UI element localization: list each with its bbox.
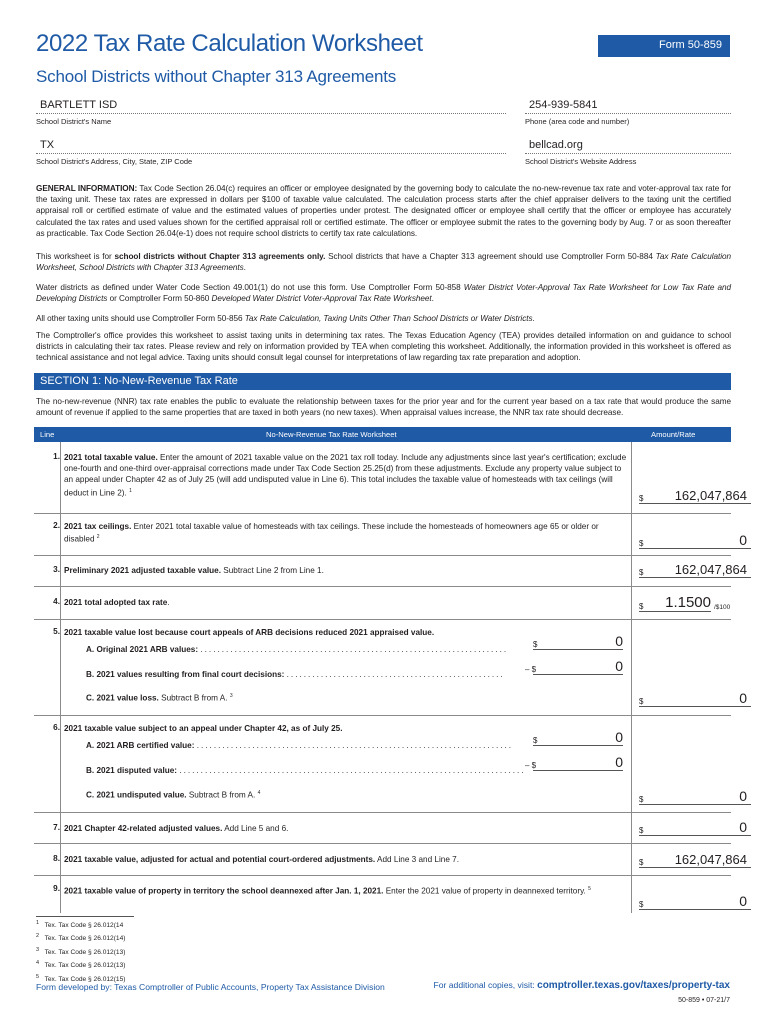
row-1-dollar: $ <box>639 494 644 503</box>
row-6c-bold: C. 2021 undisputed value. <box>86 790 187 800</box>
row-2-text: Enter 2021 total taxable value of homesteads with tax ceilings. These include the homesteads of homeowners age 65 or older or disabled <box>64 522 599 544</box>
col-line-header: Line <box>40 430 55 439</box>
water-period: . <box>431 294 434 304</box>
scope-text-d: Tax Rate Calculation Worksheet, School Districts with Chapter 313 Agreements <box>36 252 731 273</box>
row-5b-value: 0 <box>615 658 623 674</box>
row-4-amount[interactable] <box>639 594 711 612</box>
row-1-number: 1. <box>53 452 60 461</box>
table-row-9 <box>34 876 747 913</box>
footnote-item <box>36 931 125 944</box>
row-2-value: 0 <box>739 532 747 548</box>
row-7-description <box>64 823 629 834</box>
row-5c-footnote-ref: 3 <box>229 693 233 699</box>
row-6a-amount[interactable] <box>533 729 623 746</box>
row-5a-value: 0 <box>615 633 623 649</box>
row-9-footnote-ref: 5 <box>588 886 591 892</box>
row-3-number: 3. <box>53 565 60 574</box>
row-7-bold: 2021 Chapter 42-related adjusted values. <box>64 824 223 833</box>
row-3-bold: Preliminary 2021 adjusted taxable value. <box>64 566 222 575</box>
row-6a-label: A. 2021 ARB certified value: .......................................................................... <box>86 741 514 750</box>
district-name-field[interactable] <box>36 99 506 129</box>
row-1-value: 162,047,864 <box>674 488 747 503</box>
footnote-number: 5 <box>36 973 40 980</box>
row-6c-footnote-ref: 4 <box>257 790 261 796</box>
row-5-amount[interactable] <box>639 690 751 707</box>
phone-caption: Phone (area code and number) <box>525 117 630 126</box>
footnote-text: Tex. Tax Code § 26.012(14) <box>44 935 126 943</box>
footnote-text: Tex. Tax Code § 26.012(13) <box>44 962 126 970</box>
worksheet-scope-paragraph <box>36 251 731 273</box>
row-4-number: 4. <box>53 597 60 606</box>
row-5c-label <box>86 693 233 703</box>
footer-form-code: 50-859 • 07-21/7 <box>678 997 730 1004</box>
row-8-amount[interactable] <box>639 854 751 868</box>
general-information-text: Tax Code Section 26.04(c) requires an officer or employee designated by the governing body to calculate the no-new-revenue tax rate and voter-approval tax rate for the taxing unit. These tax rates are expressed in dollars per $100 of taxable value calculated. The calculation process starts after the chief appraiser delivers to the taxing unit the certified appraisal roll or certified estimate of value and the estimated values of properties under protest. The designated officer or employee shall certify that the officer or employee has accurately calculated the tax rates and used values shown for the certified appraisal roll or certified estimate. The officer or employee submit the rates to the governing body by Aug. 7 or as soon thereafter as practicable. Tax Code Section 26.04(e-1) does not require school districts to certify tax rate calculations. <box>36 184 731 238</box>
row-3-value: 162,047,864 <box>674 562 747 577</box>
table-row-5 <box>34 620 747 716</box>
footnote-number: 3 <box>36 946 40 953</box>
row-1-text: Enter the amount of 2021 taxable value on the 2021 tax roll today. Include any adjustments since last year's certification; exclude one-fourth and one-third over-appraisal corrections made under Tax Code Section 25.25(d) from these adjustments. Exclude any property value subject to an appeal under Chapter 42 as of July 25 (will add undisputed value in Line 6). This total includes the taxable value of homesteads with tax ceilings (will deduct in Line 2). <box>64 453 627 498</box>
row-8-bold: 2021 taxable value, adjusted for actual and potential court-ordered adjustments. <box>64 855 376 864</box>
row-6b-text: B. 2021 disputed value: <box>86 766 178 775</box>
row-7-number: 7. <box>53 823 60 832</box>
row-9-dollar: $ <box>639 900 644 909</box>
other-text-a: All other taxing units should use Comptroller Form 50-856 <box>36 314 243 323</box>
row-6b-amount[interactable] <box>525 754 623 771</box>
table-row-6 <box>34 716 747 813</box>
row-5a-amount[interactable] <box>533 633 623 650</box>
row-5b-amount[interactable] <box>525 658 623 675</box>
row-1-bold: 2021 total taxable value. <box>64 453 158 462</box>
row-6c-label <box>86 790 260 800</box>
website-underline <box>525 153 731 154</box>
general-information-paragraph <box>36 183 731 239</box>
row-4-description <box>64 597 629 608</box>
footer-copies-note <box>433 980 730 991</box>
row-6b-value: 0 <box>615 754 623 770</box>
row-8-description <box>64 854 629 865</box>
form-title: 2022 Tax Rate Calculation Worksheet <box>36 30 423 57</box>
row-5-value: 0 <box>739 690 747 706</box>
water-districts-paragraph <box>36 282 731 304</box>
website-field[interactable] <box>525 139 731 169</box>
row-2-number: 2. <box>53 521 60 530</box>
row-3-dollar: $ <box>639 568 644 577</box>
footnote-item <box>36 918 125 931</box>
table-row-2 <box>34 514 747 556</box>
row-7-dollar: $ <box>639 826 644 835</box>
row-6c-text: Subtract B from A. <box>188 790 256 800</box>
row-8-dollar: $ <box>639 858 644 867</box>
row-4-dollar: $ <box>639 602 644 611</box>
table-row-3 <box>34 556 747 587</box>
scope-text-b: school districts without Chapter 313 agreements only. <box>114 252 326 261</box>
row-5-bold: 2021 taxable value lost because court appeals of ARB decisions reduced 2021 appraised value. <box>64 628 435 637</box>
row-5-number: 5. <box>53 627 60 636</box>
row-5a-text: A. Original 2021 ARB values: <box>86 645 199 654</box>
row-2-footnote-ref: 2 <box>96 534 100 541</box>
row-6b-minus-dollar: – $ <box>525 761 537 770</box>
address-underline <box>36 153 506 154</box>
row-2-dollar: $ <box>639 539 644 548</box>
footnote-number: 4 <box>36 960 40 967</box>
row-6-number: 6. <box>53 723 60 732</box>
scope-text-a: This worksheet is for <box>36 252 112 261</box>
row-6-dollar: $ <box>639 795 644 804</box>
footnote-text: Tex. Tax Code § 26.012(13) <box>44 948 126 956</box>
form-subtitle: School Districts without Chapter 313 Agreements <box>36 67 397 86</box>
row-8-text: Add Line 3 and Line 7. <box>377 855 459 864</box>
footnotes-list <box>36 918 125 985</box>
footnote-text: Tex. Tax Code § 26.012(15) <box>44 975 126 983</box>
other-units-paragraph <box>36 313 731 324</box>
table-row-1 <box>34 442 747 514</box>
district-name-value: BARTLETT ISD <box>40 99 118 111</box>
row-4-bold: 2021 total adopted tax rate <box>64 598 168 607</box>
row-5b-minus-dollar: – $ <box>525 665 537 674</box>
row-5c-bold: C. 2021 value loss. <box>86 693 159 703</box>
row-7-amount[interactable] <box>639 819 751 836</box>
row-5a-label: A. Original 2021 ARB values: ........................................................................ <box>86 645 509 654</box>
phone-value: 254-939-5841 <box>529 99 598 111</box>
row-8-number: 8. <box>53 854 60 863</box>
row-1-footnote-ref: 1 <box>129 487 132 494</box>
row-2-amount[interactable] <box>639 532 751 549</box>
row-9-value: 0 <box>739 893 747 909</box>
row-4-text: . <box>167 598 170 607</box>
website-caption: School District's Website Address <box>525 157 637 166</box>
scope-period: . <box>243 263 246 273</box>
district-name-underline <box>36 113 506 114</box>
row-5-dollar: $ <box>639 697 644 706</box>
row-3-text: Subtract Line 2 from Line 1. <box>223 566 324 575</box>
phone-field[interactable] <box>525 99 731 129</box>
form-number-badge: Form 50-859 <box>598 35 730 57</box>
section-1-header: SECTION 1: No-New-Revenue Tax Rate <box>34 373 731 390</box>
section-1-intro: The no-new-revenue (NNR) tax rate enables the public to evaluate the relationship between taxes for the prior year and for the current year based on a tax rate that would produce the same amount of revenue if applied to the same properties that are taxed in both years (no new taxes). When appraisal values increase, the NNR tax rate should decrease. <box>36 397 731 418</box>
district-name-caption: School District's Name <box>36 117 112 126</box>
row-4-value: 1.1500 <box>665 594 711 611</box>
col-worksheet-header: No-New-Revenue Tax Rate Worksheet <box>266 430 397 439</box>
footer-developer-credit: Form developed by: Texas Comptroller of Public Accounts, Property Tax Assistance Division <box>36 982 385 992</box>
row-5a-dollar: $ <box>533 640 538 649</box>
footnote-rule <box>36 916 134 917</box>
address-caption: School District's Address, City, State, ZIP Code <box>36 157 193 166</box>
comptroller-paragraph: The Comptroller's office provides this worksheet to assist taxing units in determining tax rates. The Texas Education Agency (TEA) provides detailed information on and guidance to school districts in calculating their tax rates. Please review and rely on information provided by TEA when completing this worksheet. Additionally, the information provided in this worksheet is offered as technical assistance and not legal advice. Taxing units should consult legal counsel for interpretations of law regarding tax rate preparation and adoption. <box>36 331 731 363</box>
row-6b-label: B. 2021 disputed value: ................................................................................. <box>86 766 526 775</box>
water-text-c: or Comptroller Form 50-860 <box>109 294 210 304</box>
address-value: TX <box>40 139 55 151</box>
row-3-amount[interactable] <box>639 564 751 578</box>
footnote-number: 2 <box>36 933 40 940</box>
row-1-amount[interactable] <box>639 490 751 504</box>
row-9-description <box>64 884 629 897</box>
other-period: . <box>532 314 535 323</box>
row-8-value: 162,047,864 <box>674 852 747 867</box>
table-row-7 <box>34 813 747 844</box>
row-9-number: 9. <box>53 884 60 893</box>
water-text-b: Water District Voter-Approval Tax Rate Worksheet for Low Tax Rate and Developing Districts <box>36 283 731 304</box>
row-1-description <box>64 452 629 499</box>
website-value: bellcad.org <box>529 139 583 151</box>
table-row-8 <box>34 844 747 876</box>
row-6a-value: 0 <box>615 729 623 745</box>
water-text-d: Developed Water District Voter-Approval Tax Rate Worksheet <box>211 294 432 304</box>
footnote-item <box>36 945 125 958</box>
row-6a-dollar: $ <box>533 736 538 745</box>
row-6-bold: 2021 taxable value subject to an appeal under Chapter 42, as of July 25. <box>64 724 343 733</box>
worksheet-table-header <box>34 427 731 442</box>
row-9-text: Enter the 2021 value of property in deannexed territory. <box>385 886 586 896</box>
row-5c-text: Subtract B from A. <box>161 693 228 703</box>
footnote-item <box>36 958 125 971</box>
footnote-number: 1 <box>36 920 40 926</box>
row-5b-label: B. 2021 values resulting from final court decisions: ................................................... <box>86 670 505 679</box>
row-3-description <box>64 565 629 576</box>
general-information-lead: GENERAL INFORMATION: <box>36 184 138 193</box>
row-9-bold: 2021 taxable value of property in territory the school deannexed after Jan. 1, 2021. <box>64 886 384 896</box>
row-6-value: 0 <box>739 788 747 804</box>
footer-copies-lead: For additional copies, visit: <box>433 980 535 990</box>
water-text-a: Water districts as defined under Water Code Section 49.001(1) do not use this form. Use Comptroller Form 50-858 <box>36 283 461 292</box>
row-6a-text: A. 2021 ARB certified value: <box>86 741 195 750</box>
footer-url-link[interactable]: comptroller.texas.gov/taxes/property-tax <box>537 980 730 991</box>
address-field[interactable] <box>36 139 506 169</box>
footnote-text: Tex. Tax Code § 26.012(14 <box>44 922 124 930</box>
scope-text-c: School districts that have a Chapter 313 agreement should use Comptroller Form 50-884 <box>328 252 653 261</box>
other-text-b: Tax Rate Calculation, Taxing Units Other Than School Districts or Water Districts <box>244 314 533 323</box>
col-amount-header: Amount/Rate <box>651 430 696 439</box>
row-2-description <box>64 521 629 545</box>
row-5b-text: B. 2021 values resulting from final court decisions: <box>86 670 285 679</box>
row-2-bold: 2021 tax ceilings. <box>64 522 132 531</box>
row-7-value: 0 <box>739 819 747 835</box>
phone-underline <box>525 113 731 114</box>
row-7-text: Add Line 5 and 6. <box>224 824 289 833</box>
table-row-4 <box>34 587 731 620</box>
row-9-amount[interactable] <box>639 893 751 910</box>
row-6-amount[interactable] <box>639 788 751 805</box>
row-4-unit: /$100 <box>714 604 731 611</box>
